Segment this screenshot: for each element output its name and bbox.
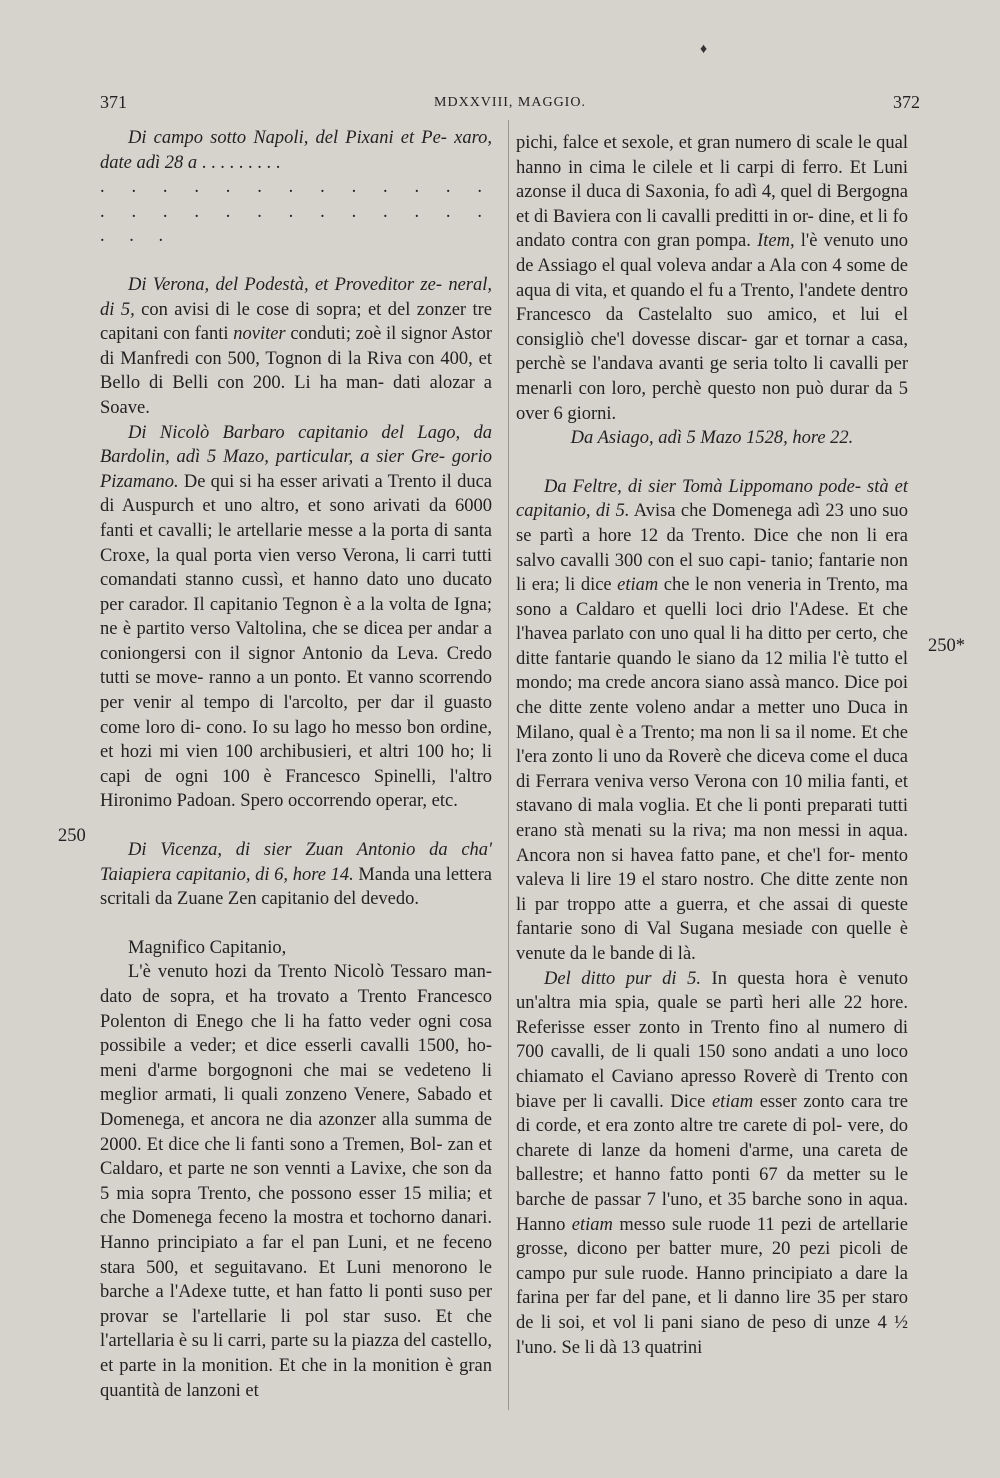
margin-number-left: 250 <box>58 826 86 846</box>
entry-heading: Del ditto pur di 5. <box>544 968 701 989</box>
column-divider <box>508 120 509 1410</box>
italic-word: etiam <box>571 1214 613 1235</box>
letter-signature <box>516 426 908 451</box>
margin-number-right: 250* <box>928 636 965 656</box>
italic-word: etiam <box>711 1091 754 1112</box>
entry-text: conduti; zoè il signor Astor di Manfredi con 500, Tognon di la Riva con 400, et Bello di Belli con 200. Li ha man- dati alozar a Soave. <box>100 324 492 418</box>
entry-ditto <box>516 967 908 1361</box>
letter-salutation: Magnifico Capitanio, <box>128 937 287 958</box>
ellipsis-line: . . . . . . . . . . . . . . . . . . . . . . . . . . . . . <box>100 177 492 247</box>
page-number-left: 371 <box>100 92 127 112</box>
entry-text: Avisa che Domenega adì 23 uno suo se partì a hore 12 da Trento. Dice che non li era salvo cavalli 300 con el suo capi- tanio; fantarie non li era; li dice <box>516 501 908 596</box>
entry-feltre <box>516 475 908 967</box>
entry-napoli <box>100 126 492 175</box>
entry-text: Manda una lettera scritali da Zuane Zen capitanio del devedo. <box>100 864 493 910</box>
signature-line: Da Asiago, adì 5 Mazo 1528, hore 22. <box>570 428 854 449</box>
entry-heading: Di campo sotto Napoli, del Pixani et Pe- xaro, date adì 28 a <box>100 128 492 173</box>
entry-text: che le non veneria in Trento, ma sono a Caldaro et quelli loci drio l'Adese. Et che l'havea parlato con uno qual li ha ditto per certo, che ditte fantarie quando le siano da 12 milia l'è tutto el mondo; ma crede ancora siano assà manco. Dice poi che ditte zente voleno andar a metter uno Duca in Milano, qual è a Trento; ma non li sa il nome. Et che l'era zonto li uno da Roverè che diceva come el duca di Ferrara veniva verso Verona con 10 milia fanti, et stavano di mala voglia. Et che li ponti preparati tutti erano stà menati su la riva; ma non messi in aqua. Ancora non si havea fatto pane, et che'l for- mento valeva li lire 19 el staro nostro. Che ditte zente non li par troppo atte a guerra, et che assai di queste fantarie sono di Val Sugana mesiade con quelle è venute da le bande di là. <box>516 575 908 964</box>
entry-text: messo sule ruode 11 pezi de artellarie grosse, dicono per batter mure, 20 pezi picoli de campo pur sule ruode. Hanno principiato a dare la farina per far del pane, et li danno lire 35 per staro de li soi, et vol li pani siano de peso di unze 4 ½ l'uno. Se li dà 13 quatrini <box>516 1214 908 1358</box>
italic-word: noviter <box>233 324 286 345</box>
left-column <box>100 126 492 1403</box>
italic-word: etiam <box>617 575 659 596</box>
entry-bardolin <box>100 421 492 815</box>
entry-verona <box>100 273 492 421</box>
italic-word: Item, <box>757 231 795 252</box>
entry-vicenza <box>100 838 492 912</box>
running-title: MDXXVIII, MAGGIO. <box>434 95 586 110</box>
entry-text: pichi, falce et sexole, et gran numero di scale le qual hanno in cima le cilele et li carpi di ferro. Et Luni azonse il duca di Saxonia, fo adì 4, quel di Bergogna et di Baviera con li cavalli preditti in or- dine, et li fo andato contra con gran pompa. <box>516 133 908 252</box>
entry-heading: Da Feltre, di sier Tomà Lippomano pode- stà et capitanio, di 5. <box>516 476 908 522</box>
ellipsis: . . . . . . . . . <box>201 152 281 173</box>
ink-stain-mark: ♦ <box>700 42 708 57</box>
running-header <box>100 92 920 118</box>
letter-continuation <box>516 131 908 426</box>
entry-text: l'è venuto uno de Assiago el qual voleva andar a Ala con 4 some de aqua di vita, et quando el fu a Trento, l'andete dentro Francesco da Castelalto suo amico, et lui el consigliò che'l dovesse discar- gar et tornar a casa, perchè se l'andava avanti ge seria tolto li cavalli per menarli con loro, perchè questo non può durar da 5 over 6 giorni. <box>516 231 908 424</box>
entry-text: esser zonto cara tre di corde, et era zonto altre tre carete di pol- vere, do charete di lanze da homeni d'arme, una careta de ballestre; et hanno fatto ponti 67 da metter su le barche de passar 7 l'uno, et 35 barche sono in aqua. Hanno <box>516 1091 908 1235</box>
entry-text: De qui si ha esser arivati a Trento il duca di Auspurch et uno altro, et sono arivati da 6000 fanti et cavalli; le artellarie messe a la porta di santa Croxe, la qual porta vien verso Verona, li carri tutti comandati stanno cussì, et hanno dato uno ducato per carador. Il capitanio Tegnon è a la volta de Igna; ne è partito verso Valtolina, che se dicea per andar a coniongersi con il signor Antonio da Leva. Credo tutti se move- ranno a un ponto. Et vanno scorrendo per venir al tempo di l'arcolto, per dar il guasto come loro di- cono. Io su lago ho messo bon ordine, et hozi mi vien 100 archibusieri, et altri 100 ho; li capi de ogni 100 è Francesco Spinelli, l'altro Hironimo Padoan. Spero occorrendo operar, etc. <box>100 471 492 812</box>
page-number-right: 372 <box>893 92 920 112</box>
letter-body: L'è venuto hozi da Trento Nicolò Tessaro man- dato de sopra, et ha trovato a Trento Francesco Polenton di Enego che li ha fatto veder ogni cosa possibile a veder; et dice esserli cavalli 1500, ho- meni d'arme borgognoni che mai se vedeteno li meglior armati, li quali zonzeno Venere, Sabado et Domenega, et ancora ne dia azonzer alla summa de 2000. Et dice che li fanti sono a Tremen, Bol- zan et Caldaro, et parte ne son vennti a Lavixe, che son da 5 mia sopra Trento, che possono esser 15 milia; et che Domenega feceno la mostra et tochorno danari. Hanno principiato a far el pan Luni, et ne feceno stara 500, et seguitavano. Et Luni menorono le barche a l'Adexe tutte, et han fatto li ponti suso per provar se l'artellarie li pol star suso. Et che l'artellaria è su li carri, parte su la piazza del castello, et parte in la monition. Et che in la monition è gran quantità de lanzoni et <box>100 962 492 1401</box>
entry-text: In questa hora è venuto un'altra mia spia, quale se partì heri alle 22 hore. Referisse esser zonto in Trento fino al numero di 700 cavalli, de li quali 150 sono andati a uno loco chiamato el Caviano apresso Roverè di Trento con biave per li cavalli. Dice <box>516 968 908 1112</box>
entry-heading: Di Vicenza, di sier Zuan Antonio da cha' Taiapiera capitanio, di 6, hore 14. <box>100 840 492 885</box>
right-column <box>516 131 908 1360</box>
entry-text: con avisi di le cose di sopra; et del zonzer tre capitani con fanti <box>100 299 493 345</box>
entry-heading: Di Verona, del Podestà, et Proveditor ze- neral, di 5, <box>100 274 492 320</box>
entry-heading: Di Nicolò Barbaro capitanio del Lago, da Bardolin, adì 5 Mazo, particular, a sier Gre- gorio Pizamano. <box>100 422 492 492</box>
